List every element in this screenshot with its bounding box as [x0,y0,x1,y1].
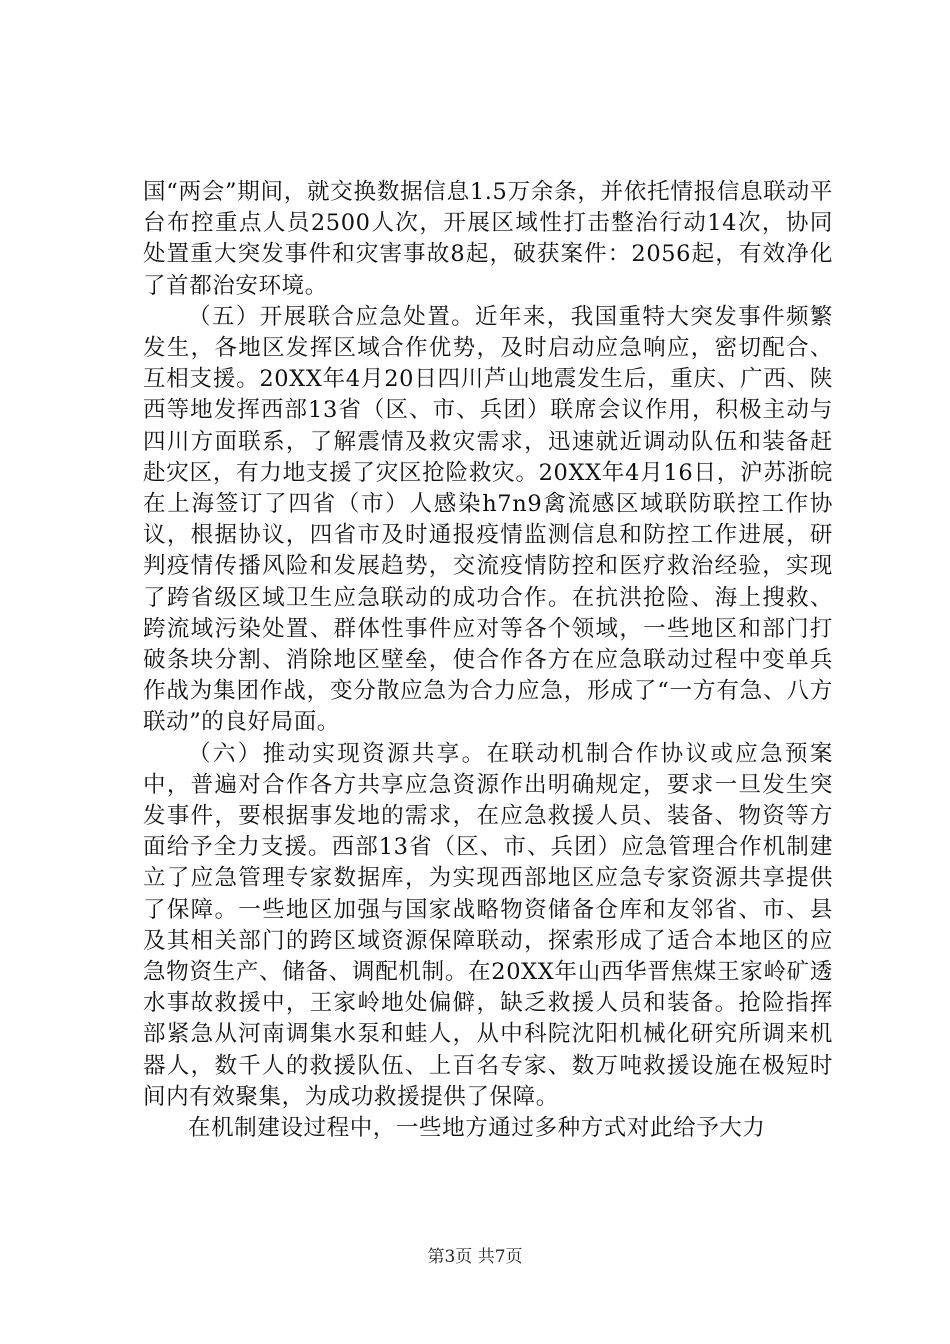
paragraph-continuation: 国“两会”期间，就交换数据信息1.5万余条，并依托情报信息联动平台布控重点人员2500人次，开展区域性打击整治行动14次，协同处置重大突发事件和灾害事故8起，破获案件：2056起，有效净化了首都治安环境。 [143,179,833,299]
paragraph-section-five: （五）开展联合应急处置。近年来，我国重特大突发事件频繁发生，各地区发挥区域合作优势，及时启动应急响应，密切配合、互相支援。20XX年4月20日四川芦山地震发生后，重庆、广西、陕西等地发挥西部13省（区、市、兵团）联席会议作用，积极主动与四川方面联系，了解震情及救灾需求，迅速就近调动队伍和装备赶赴灾区，有力地支援了灾区抢险救灾。20XX年4月16日，沪苏浙皖在上海签订了四省（市）人感染h7n9禽流感区域联防联控工作协议，根据协议，四省市及时通报疫情监测信息和防控工作进展，研判疫情传播风险和发展趋势，交流疫情防控和医疗救治经验，实现了跨省级区域卫生应急联动的成功合作。在抗洪抢险、海上搜救、跨流域污染处置、群体性事件应对等各个领域，一些地区和部门打破条块分割、消除地区壁垒，使合作各方在应急联动过程中变单兵作战为集团作战，变分散应急为合力应急，形成了“一方有急、八方联动”的良好局面。 [143,303,833,736]
paragraph-section-six: （六）推动实现资源共享。在联动机制合作协议或应急预案中，普遍对合作各方共享应急资源作出明确规定，要求一旦发生突发事件，要根据事发地的需求，在应急救援人员、装备、物资等方面给予全力支援。西部13省（区、市、兵团）应急管理合作机制建立了应急管理专家数据库，为实现西部地区应急专家资源共享提供了保障。一些地区加强与国家战略物资储备仓库和友邻省、市、县及其相关部门的跨区域资源保障联动，探索形成了适合本地区的应急物资生产、储备、调配机制。在20XX年山西华晋焦煤王家岭矿透水事故救援中，王家岭地处偏僻，缺乏救援人员和装备。抢险指挥部紧急从河南调集水泵和蛙人，从中科院沈阳机械化研究所调来机器人，数千人的救援队伍、上百名专家、数万吨救援设施在极短时间内有效聚集，为成功救援提供了保障。 [143,740,833,1110]
body-text [143,177,833,1144]
page-footer: 第3页 共7页 [427,1247,523,1267]
paragraph-mechanism-building: 在机制建设过程中，一些地方通过多种方式对此给予大力 [188,1115,766,1142]
